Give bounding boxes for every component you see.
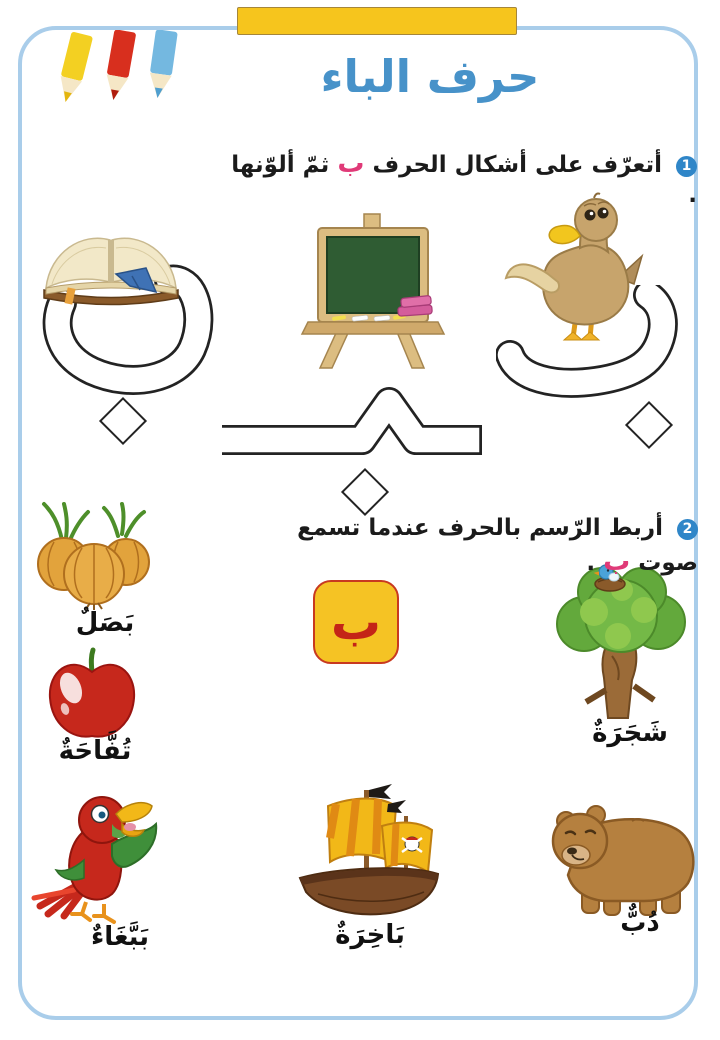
instruction-1-number: 1 [676,156,697,177]
vocab-label-onion: بَصَلٌ [75,608,135,638]
pirate-ship-illustration [284,782,456,922]
vocab-label-ship: بَاخِرَةٌ [335,920,405,950]
letter-baa-card [313,580,399,664]
vocab-label-apple: تُفَّاحَةٌ [58,736,132,766]
parrot-illustration [24,790,176,926]
letter-baa-medial-outline [222,372,490,467]
vocab-label-parrot: بَبَّغَاءٌ [90,922,150,952]
instruction-2-text-end: . [586,549,604,576]
instruction-1-text-end: ثمّ ألوّنها . [231,152,697,209]
instruction-2 [280,514,698,579]
vocab-label-bear: دُبٌّ [620,908,660,938]
vocab-label-tree: شَجَرَةٌ [592,718,668,748]
colored-pencils-icon [26,30,188,112]
open-book-illustration [36,210,186,312]
instruction-1 [215,146,697,211]
yellow-header-tab [237,7,517,35]
chalkboard-easel-illustration [298,212,448,370]
onions-illustration [26,500,158,610]
instruction-2-letter: ب [603,545,631,577]
bear-illustration [544,793,702,917]
apple-illustration [40,646,144,742]
instruction-1-letter: ب [337,148,365,179]
duck-illustration [502,190,662,350]
instruction-2-text: أربط الرّسم بالحرف عندما تسمع صوت [297,515,698,576]
instruction-2-number: 2 [677,519,698,540]
tree-with-nest-illustration [546,560,694,720]
instruction-1-text: أتعرّف على أشكال الحرف [364,152,662,178]
page-title: حرف الباء [320,50,540,103]
letter-baa-card-letter: ب [330,593,382,651]
